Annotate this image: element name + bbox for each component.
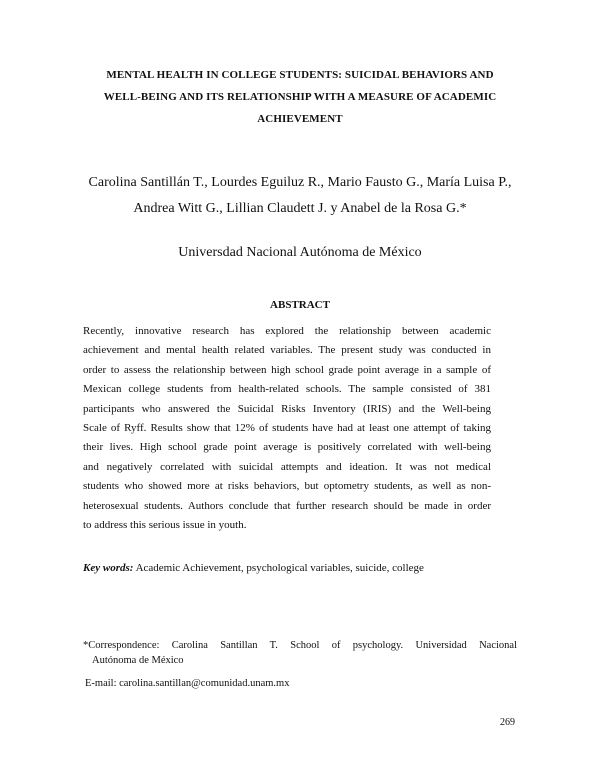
abstract-line: their lives. High school grade point average is positively correlated with well-being: [83, 441, 491, 454]
abstract-line: achievement and mental health related variables. The present study was conducted in: [83, 344, 491, 357]
affiliation: Universdad Nacional Autónoma de México: [178, 245, 422, 260]
title-line: ACHIEVEMENT: [257, 113, 343, 125]
paper-title: [80, 64, 520, 130]
page-number: 269: [500, 717, 515, 728]
keywords-label: Key words:: [83, 562, 134, 574]
abstract-line: to address this serious issue in youth.: [83, 518, 247, 531]
contact-email: E-mail: carolina.santillan@comunidad.unam.mx: [85, 678, 290, 689]
keywords: [83, 559, 513, 577]
abstract-line: heterosexual students. Authors conclude that further research should be made in order: [83, 499, 491, 512]
keywords-text: Academic Achievement, psychological variables, suicide, college: [133, 562, 424, 574]
footnote-line: Autónoma de México: [92, 655, 184, 666]
abstract-body: [83, 322, 491, 535]
title-line: WELL-BEING AND ITS RELATIONSHIP WITH A MEASURE OF ACADEMIC: [103, 91, 497, 103]
abstract-line: participants who answered the Suicidal Risks Inventory (IRIS) and the Well-being: [83, 402, 491, 415]
abstract-line: and negatively correlated with suicidal attempts and ideation. It was not medical: [83, 460, 491, 473]
footnote-line: *Correspondence: Carolina Santillan T. School of psychology. Universidad Nacional: [83, 640, 517, 651]
abstract-line: order to assess the relationship between high school grade point average in a sample of: [83, 363, 491, 376]
abstract-line: Mexican college students from health-related schools. The sample consisted of 381: [83, 383, 491, 396]
title-line: MENTAL HEALTH IN COLLEGE STUDENTS: SUICIDAL BEHAVIORS AND: [106, 69, 494, 81]
abstract-line: Recently, innovative research has explored the relationship between academic: [83, 325, 491, 337]
author-line: Andrea Witt G., Lillian Claudett J. y Anabel de la Rosa G.*: [133, 201, 467, 216]
author-list: [60, 170, 540, 222]
abstract-heading: ABSTRACT: [270, 299, 330, 311]
author-line: Carolina Santillán T., Lourdes Eguiluz R., Mario Fausto G., María Luisa P.,: [88, 175, 512, 190]
correspondence-footnote: [83, 638, 517, 668]
abstract-line: students who showed more at risks behaviors, but optometry students, as well as non-: [83, 480, 491, 493]
abstract-line: Scale of Ryff. Results show that 12% of students have had at least one attempt of taking: [83, 421, 491, 434]
